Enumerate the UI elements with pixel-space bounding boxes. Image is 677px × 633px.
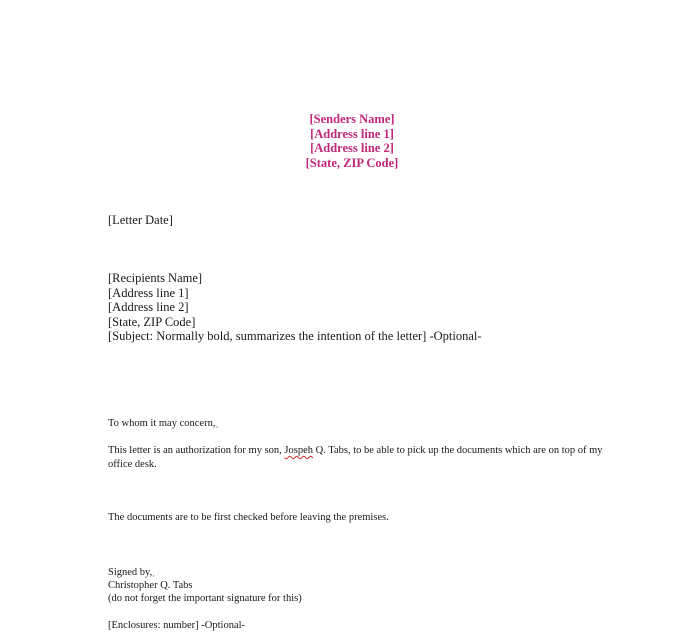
formatting-mark-icon: ¸ — [152, 568, 155, 577]
signed-by-comma: , — [149, 567, 153, 578]
recipient-address-line-2: [Address line 2] — [108, 300, 189, 315]
sender-name: [Senders Name] — [309, 112, 395, 126]
enclosures-line: [Enclosures: number] -Optional- — [108, 620, 246, 631]
sender-address-block — [0, 112, 677, 170]
body-paragraph-1 — [108, 444, 603, 471]
paragraph1-end: Q. Tabs, to be able to pick up the documents which are on top of my office desk. — [108, 445, 603, 470]
sender-address-line-2: [Address line 2] — [310, 141, 394, 155]
sender-address-line-1: [Address line 1] — [310, 126, 394, 141]
letter-subject: [Subject: Normally bold, summarizes the intention of the letter] -Optional- — [108, 329, 482, 344]
salutation-text: To whom it may concern — [108, 418, 213, 429]
signature-note: (do not forget the important signature for this) — [108, 593, 302, 604]
paragraph1-start: This letter is an authorization for my son, — [108, 445, 285, 456]
signed-by-line — [108, 566, 302, 579]
recipient-address-block — [108, 271, 482, 344]
recipient-state-zip: [State, ZIP Code] — [108, 314, 196, 329]
misspelled-word[interactable]: Jospeh — [284, 445, 314, 456]
salutation-comma: , — [212, 418, 216, 429]
recipient-name: [Recipients Name] — [108, 271, 203, 285]
body-paragraph-2: The documents are to be first checked before leaving the premises. — [108, 512, 389, 523]
salutation — [108, 417, 218, 431]
recipient-address-line-1: [Address line 1] — [108, 285, 189, 300]
formatting-mark-icon: ¸ — [215, 419, 219, 428]
signature-block — [108, 566, 302, 605]
signed-by-label: Signed by — [108, 567, 150, 578]
letter-date: [Letter Date] — [108, 213, 173, 227]
signer-name: Christopher Q. Tabs — [108, 580, 193, 591]
sender-state-zip: [State, ZIP Code] — [305, 155, 399, 170]
